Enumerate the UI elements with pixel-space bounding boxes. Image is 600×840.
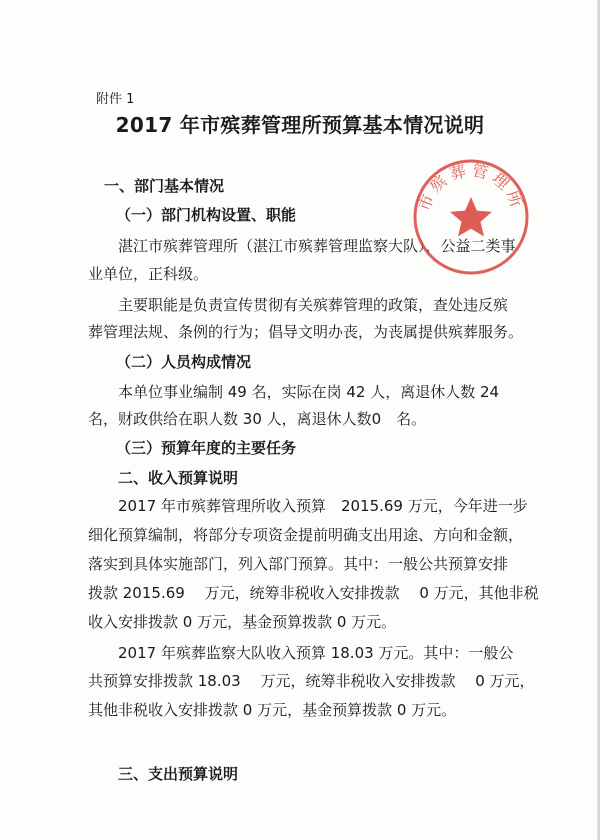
document-title: 2017 年市殡葬管理所预算基本情况说明 xyxy=(115,113,485,137)
staff-line-2: 名，财政供给在职人数 30 人，离退休人数0 名。 xyxy=(88,410,427,428)
section-1-heading: 一、部门基本情况 xyxy=(104,177,225,195)
duties-line-1: 主要职能是负责宣传贯彻有关殡葬管理的政策，查处违反殡 xyxy=(118,296,509,314)
income-para-2-line-2: 共预算安排拨款 18.03 万元，统筹非税收入安排拨款 0 万元， xyxy=(88,672,535,690)
section-2-heading: 二、收入预算说明 xyxy=(118,469,239,487)
seal-text: 市殡葬管理所 xyxy=(414,160,528,214)
section-1-2-heading: （二）人员构成情况 xyxy=(116,353,252,371)
income-para-1-line-4: 拨款 2015.69 万元，统筹非税收入安排拨款 0 万元，其他非税 xyxy=(88,584,539,602)
official-seal-stamp xyxy=(411,157,531,277)
income-para-2-line-1: 2017 年殡葬监察大队收入预算 18.03 万元。其中：一般公 xyxy=(118,644,514,662)
income-para-1-line-2: 细化预算编制，将部分专项资金提前明确支出用途、方向和金额， xyxy=(88,526,524,544)
section-3-heading: 三、支出预算说明 xyxy=(118,765,239,783)
section-1-1-heading: （一）部门机构设置、职能 xyxy=(116,206,297,224)
attachment-label: 附件 1 xyxy=(96,92,135,107)
org-description-line-2: 业单位，正科级。 xyxy=(88,265,209,283)
duties-line-2: 葬管理法规、条例的行为；倡导文明办丧，为丧属提供殡葬服务。 xyxy=(88,323,524,341)
income-para-1-line-1: 2017 年市殡葬管理所收入预算 2015.69 万元，今年进一步 xyxy=(118,497,528,515)
org-description-line-1: 湛江市殡葬管理所（湛江市殡葬管理监察大队），公益二类事 xyxy=(118,237,516,255)
seal-star-icon xyxy=(450,197,492,236)
staff-line-1: 本单位事业编制 49 名，实际在岗 42 人，离退休人数 24 xyxy=(118,383,500,401)
income-para-1-line-3: 落实到具体实施部门，列入部门预算。其中：一般公共预算安排 xyxy=(88,555,509,573)
section-1-3-heading: （三）预算年度的主要任务 xyxy=(116,439,297,457)
income-para-2-line-3: 其他非税收入安排拨款 0 万元，基金预算拨款 0 万元。 xyxy=(88,701,457,719)
income-para-1-line-5: 收入安排拨款 0 万元，基金预算拨款 0 万元。 xyxy=(88,613,397,631)
